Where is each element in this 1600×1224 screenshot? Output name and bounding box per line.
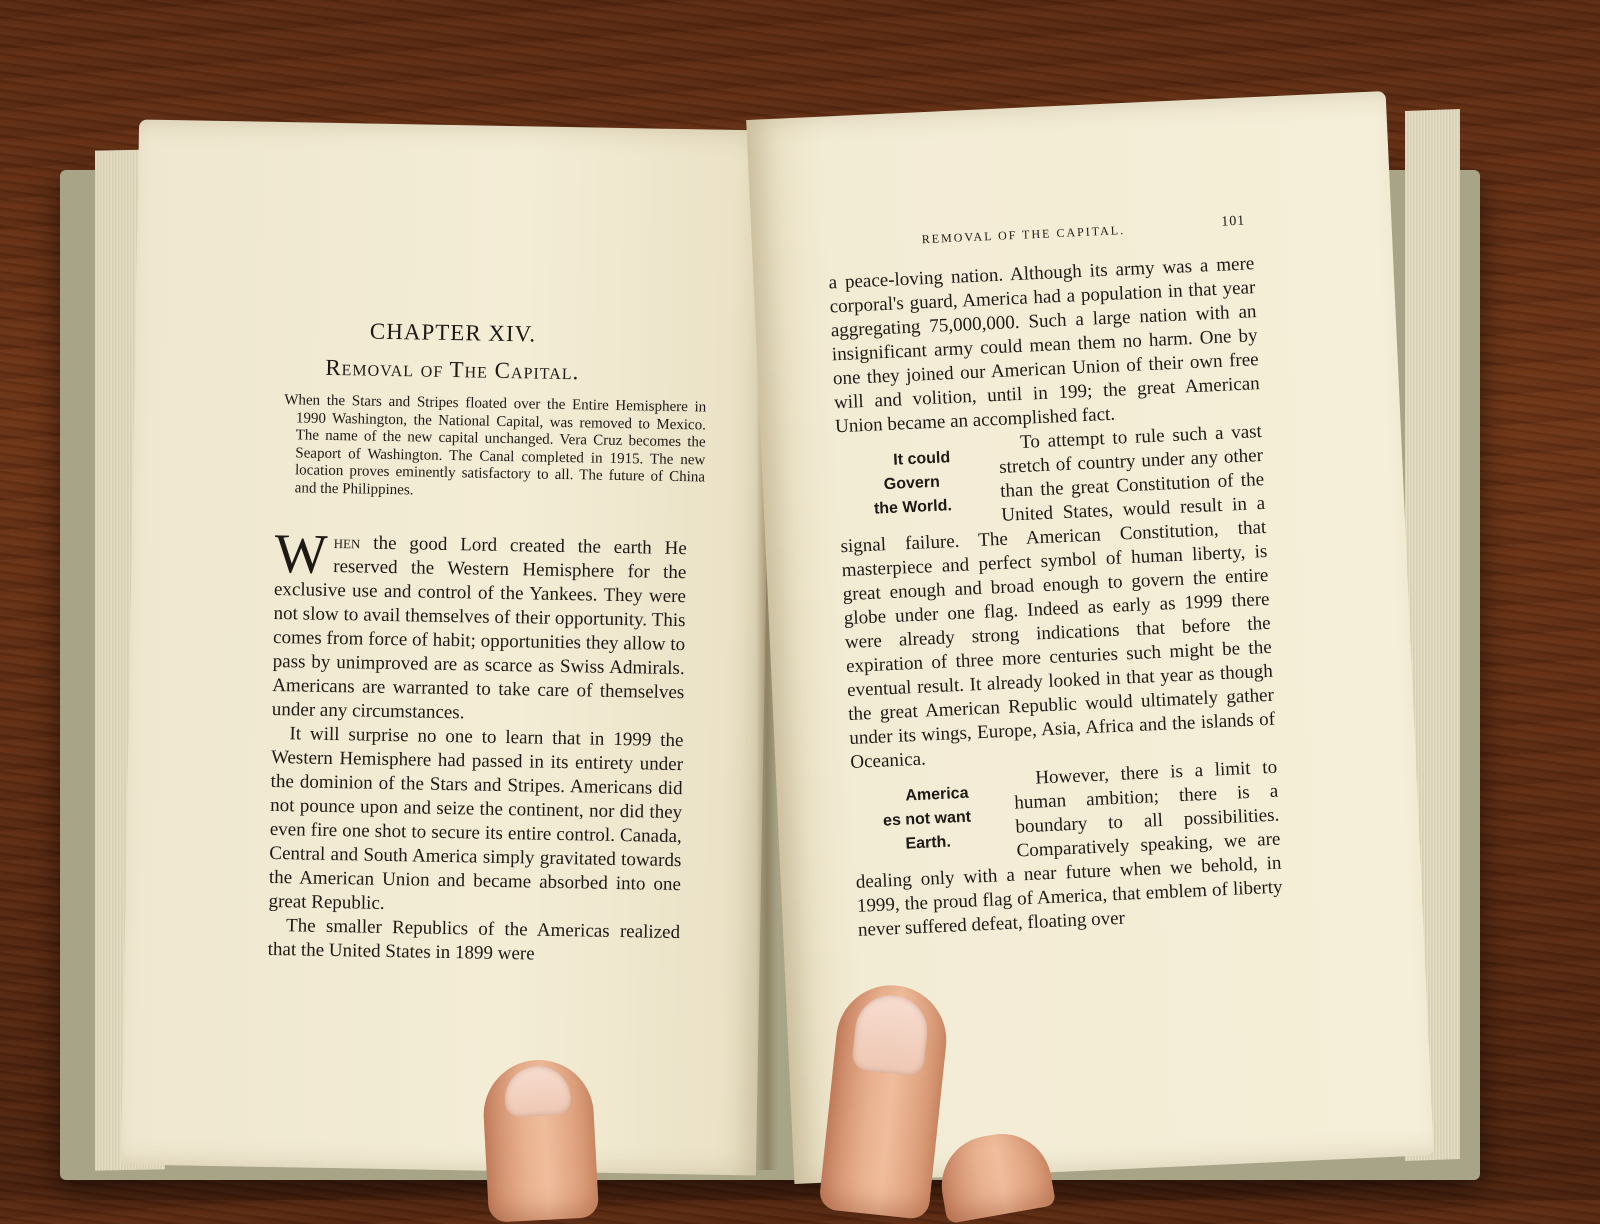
paragraph: a peace-loving nation. Although its army was a mere corporal's guard, America had a population in that year aggregating 75,000,000. Such a large nation with an insignificant army could mean them no harm. One by one they joined our American Union of their own free will and volition, until in 199; the great American Union became an accomplished fact.: [828, 253, 1261, 438]
chapter-title: Removal of The Capital.: [325, 354, 580, 385]
paragraph: [271, 522, 687, 729]
margin-note-line: Earth.: [905, 833, 952, 853]
right-page-body: [828, 252, 1284, 943]
paragraph: It will surprise no one to learn that in 1999 the Western Hemisphere had passed in its entirety under the dominion of the Stars and Stripes. Americans did not pounce upon and seize the continent, nor did they even fire one shot to secure its entire control. Canada, Central and South America simply gravitated towards the American Union and became absorbed into one great Republic.: [268, 723, 684, 914]
chapter-synopsis: When the Stars and Stripes floated over the Entire Hemisphere in 1990 Washington, the National Capital, was removed to Mexico. The name of the new capital unchanged. Vera Cruz becomes the Seaport of Washington. The Canal completed in 1915. The new location proves eminently satisfactory to all. The future of China and the Philippines.: [284, 392, 707, 498]
margin-note-line: es not want: [882, 808, 972, 830]
running-head: REMOVAL OF THE CAPITAL.: [921, 222, 1126, 247]
paragraph-text: the good Lord created the earth He reserved the Western Hemisphere for the exclusive use and control of the Yankees. They were not slow to avail themselves of their opportunity. This comes from force of habit; opportunities they allow to pass by unimproved are as scarce as Swiss Admirals. Americans are warranted to take care of themselves under any circumstances.: [271, 532, 687, 724]
drop-cap: W: [274, 522, 328, 586]
margin-note: [852, 780, 1003, 859]
margin-note-line: It could: [892, 449, 951, 469]
paragraph-text: To attempt to rule such a vast stretch of country under any other than the great Constitution of the United States, would result in a signal failure. The American Constitution, that masterpiece and perfect symbol of human liberty, is great enough and broad enough to govern the entire globe under one flag. Indeed as early as 1999 there were already strong indications that before the expiration of three more centuries such might be the eventual result. It already looked in that year as though the great American Republic would ultimately gather under its wings, Europe, Asia, Africa and the islands of Oceanica.: [840, 421, 1276, 773]
paragraph: [836, 420, 1277, 775]
margin-note-line: America: [905, 784, 969, 805]
paragraph-text: However, there is a limit to human ambition; there is a boundary to all possibilities. Comparatively speaking, we are dealing only with a near future when we behold, in 1999, the proud flag of America, that emblem of liberty never suffered defeat, floating over: [855, 756, 1283, 941]
fingernail: [503, 1064, 572, 1117]
chapter-number: CHAPTER XIV.: [369, 318, 537, 347]
margin-note-line: the World.: [873, 497, 953, 518]
first-word: hen: [333, 531, 361, 554]
margin-note-line: Govern: [883, 473, 941, 494]
paragraph: [851, 756, 1284, 943]
left-page: [121, 120, 774, 1176]
fingernail: [851, 992, 931, 1077]
thumb-holding-page: [481, 1057, 599, 1223]
left-page-body: [267, 522, 687, 969]
margin-note: [836, 445, 987, 524]
paragraph: The smaller Republics of the Americas realized that the United States in 1899 were: [267, 915, 681, 965]
page-number: 101: [1220, 213, 1246, 230]
